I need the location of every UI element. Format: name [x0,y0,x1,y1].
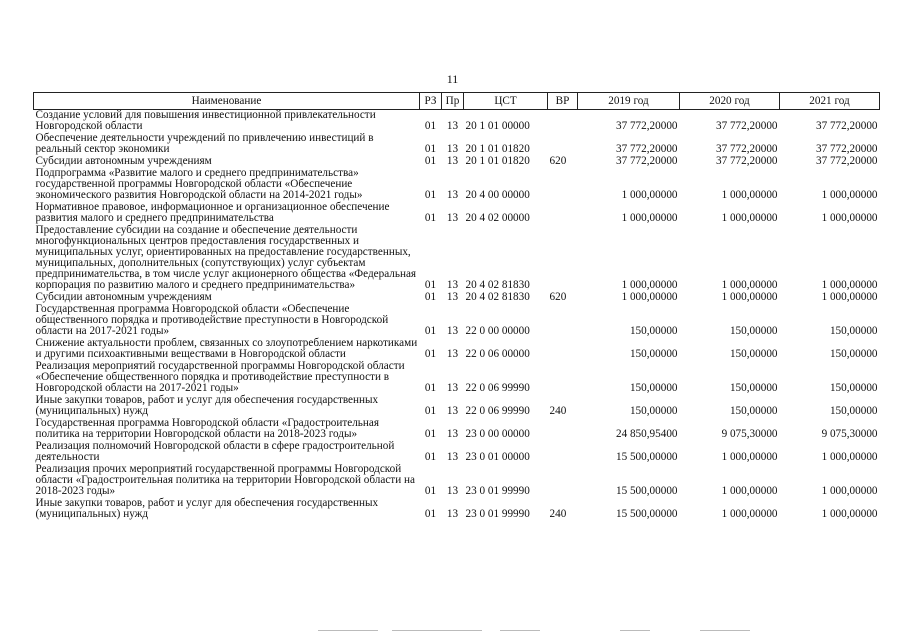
cell-y2019: 24 850,95400 [615,428,678,440]
cell-pr: 13 [446,348,459,360]
table-row [34,338,880,361]
header-2021: 2021 год [780,93,880,110]
cell-name: Реализация полномочий Новгородской области в сфере градостроительной деятельности [35,440,395,463]
cell-y2019: 37 772,20000 [615,120,678,132]
table-row [34,225,880,292]
cell-name: Реализация мероприятий государственной программы Новгородской области «Обеспечение общественного порядка и противодействие преступности в Новгородской области на 2017-2021 годы» [35,360,405,394]
cell-y2019: 1 000,00000 [621,279,678,291]
cell-y2021: 1 000,00000 [821,189,878,201]
cell-y2019: 150,00000 [629,348,678,360]
cell-y2020: 37 772,20000 [715,155,778,167]
cell-y2021: 1 000,00000 [821,279,878,291]
cell-name: Иные закупки товаров, работ и услуг для обеспечения государственных (муниципальных) нужд [35,394,379,417]
cell-y2020: 150,00000 [729,325,778,337]
table-row [34,498,880,521]
table-row [34,202,880,225]
cell-rz: 01 [424,291,437,303]
table-header-row [34,93,880,110]
cell-cst: 23 0 01 99990 [465,508,530,520]
cell-vr [548,168,578,202]
cell-rz: 01 [424,325,437,337]
cell-cst: 20 4 02 81830 [465,279,530,291]
cell-cst: 22 0 00 00000 [465,325,530,337]
cell-name: Государственная программа Новгородской области «Обеспечение общественного порядка и противодействие преступности в Новгородской области на 2017-2021 годы» [35,303,389,337]
cell-cst: 23 0 00 00000 [465,428,530,440]
cell-y2020: 37 772,20000 [715,143,778,155]
cell-y2021: 1 000,00000 [821,485,878,497]
cell-y2020: 1 000,00000 [721,212,778,224]
cell-y2020: 1 000,00000 [721,189,778,201]
cell-pr: 13 [446,155,459,167]
cell-cst: 22 0 06 00000 [465,348,530,360]
cell-y2021: 9 075,30000 [821,428,878,440]
cell-vr [548,225,578,292]
table-row [34,110,880,134]
cell-pr: 13 [446,382,459,394]
cell-name: Снижение актуальности проблем, связанных со злоупотреблением наркотиками и другими психоактивными веществами в Новгородской области [35,337,418,360]
header-2020: 2020 год [680,93,780,110]
cell-name: Создание условий для повышения инвестиционной привлекательности Новгородской области [35,109,376,132]
table-row [34,168,880,202]
scan-artifact-line [0,630,905,632]
cell-y2019: 37 772,20000 [615,155,678,167]
table-body [34,110,880,522]
cell-y2019: 150,00000 [629,325,678,337]
cell-y2020: 1 000,00000 [721,508,778,520]
cell-y2020: 1 000,00000 [721,485,778,497]
cell-vr: 240 [549,405,567,417]
cell-pr: 13 [446,485,459,497]
cell-pr: 13 [446,143,459,155]
cell-y2019: 1 000,00000 [621,291,678,303]
cell-vr [548,361,578,395]
cell-y2020: 1 000,00000 [721,451,778,463]
cell-y2021: 37 772,20000 [815,143,878,155]
cell-cst: 20 4 02 81830 [465,291,530,303]
cell-rz: 01 [424,451,437,463]
cell-cst: 20 4 00 00000 [465,189,530,201]
cell-vr [548,441,578,464]
cell-y2021: 37 772,20000 [815,155,878,167]
cell-y2020: 1 000,00000 [721,291,778,303]
cell-name: Государственная программа Новгородской области «Градостроительная политика на территории Новгородской области на 2018-2023 годы» [35,417,380,440]
page-number: 11 [446,72,459,86]
cell-y2019: 15 500,00000 [615,485,678,497]
header-cst: ЦСТ [464,93,548,110]
cell-y2019: 37 772,20000 [615,143,678,155]
cell-y2021: 1 000,00000 [821,212,878,224]
cell-vr [548,110,578,134]
header-name: Наименование [34,93,420,110]
cell-y2021: 150,00000 [829,348,878,360]
cell-vr [548,464,578,498]
cell-cst: 20 1 01 01820 [465,143,530,155]
cell-rz: 01 [424,428,437,440]
cell-cst: 20 1 01 01820 [465,155,530,167]
cell-rz: 01 [424,155,437,167]
cell-y2020: 37 772,20000 [715,120,778,132]
cell-name: Субсидии автономным учреждениям [35,155,212,167]
cell-cst: 20 4 02 00000 [465,212,530,224]
cell-y2019: 1 000,00000 [621,212,678,224]
table-row [34,304,880,338]
cell-rz: 01 [424,143,437,155]
cell-y2020: 150,00000 [729,348,778,360]
cell-rz: 01 [424,508,437,520]
cell-pr: 13 [446,291,459,303]
cell-rz: 01 [424,405,437,417]
cell-rz: 01 [424,279,437,291]
cell-rz: 01 [424,212,437,224]
cell-vr [548,418,578,441]
cell-vr: 620 [549,291,567,303]
cell-y2020: 9 075,30000 [721,428,778,440]
cell-pr: 13 [446,279,459,291]
cell-vr [548,338,578,361]
table-row [34,133,880,156]
header-vr: ВР [548,93,578,110]
cell-rz: 01 [424,382,437,394]
cell-vr: 240 [549,508,567,520]
cell-y2021: 1 000,00000 [821,291,878,303]
header-2019: 2019 год [578,93,680,110]
cell-y2019: 150,00000 [629,405,678,417]
cell-pr: 13 [446,405,459,417]
cell-pr: 13 [446,120,459,132]
cell-pr: 13 [446,325,459,337]
cell-y2021: 37 772,20000 [815,120,878,132]
cell-name: Предоставление субсидии на создание и обеспечение деятельности многофункциональных центров предоставления государственных и муниципальных услуг, ориентированных на предоставление государственных, муниципальных, дополнительных (сопутствующих) услуг субъектам предпринимательства, в том числе услуг акционерного общества «Федеральная корпорация по развитию малого и среднего предпринимательства» [35,224,417,291]
cell-y2020: 150,00000 [729,382,778,394]
table-row [34,361,880,395]
cell-y2021: 150,00000 [829,325,878,337]
cell-vr [548,304,578,338]
cell-cst: 20 1 01 00000 [465,120,530,132]
cell-vr: 620 [549,155,567,167]
cell-rz: 01 [424,189,437,201]
cell-rz: 01 [424,120,437,132]
cell-y2019: 15 500,00000 [615,451,678,463]
cell-name: Иные закупки товаров, работ и услуг для обеспечения государственных (муниципальных) нужд [35,497,379,520]
cell-y2021: 150,00000 [829,405,878,417]
cell-cst: 23 0 01 00000 [465,451,530,463]
cell-name: Субсидии автономным учреждениям [35,291,212,303]
cell-y2019: 150,00000 [629,382,678,394]
cell-y2020: 1 000,00000 [721,279,778,291]
cell-pr: 13 [446,189,459,201]
cell-name: Реализация прочих мероприятий государственной программы Новгородской области «Градостроительная политика на территории Новгородской области на 2018-2023 годы» [35,463,415,497]
cell-y2019: 1 000,00000 [621,189,678,201]
table-row [34,395,880,418]
cell-cst: 22 0 06 99990 [465,382,530,394]
cell-name: Подпрограмма «Развитие малого и среднего предпринимательства» государственной программы Новгородской области «Обеспечение экономического развития Новгородской области на 2014-2021 годы» [35,167,363,201]
cell-name: Нормативное правовое, информационное и организационное обеспечение развития малого и среднего предпринимательства [35,201,390,224]
cell-y2021: 150,00000 [829,382,878,394]
cell-y2019: 15 500,00000 [615,508,678,520]
cell-pr: 13 [446,451,459,463]
cell-vr [548,202,578,225]
cell-cst: 23 0 01 99990 [465,485,530,497]
table-row [34,418,880,441]
table-row [34,464,880,498]
budget-table [33,92,880,521]
header-pr: Пр [442,93,464,110]
cell-vr [548,133,578,156]
cell-rz: 01 [424,348,437,360]
cell-pr: 13 [446,212,459,224]
cell-rz: 01 [424,485,437,497]
header-rz: РЗ [420,93,442,110]
cell-pr: 13 [446,508,459,520]
table-row [34,441,880,464]
cell-cst: 22 0 06 99990 [465,405,530,417]
cell-pr: 13 [446,428,459,440]
cell-y2021: 1 000,00000 [821,508,878,520]
cell-y2021: 1 000,00000 [821,451,878,463]
cell-name: Обеспечение деятельности учреждений по привлечению инвестиций в реальный сектор экономики [35,132,374,155]
cell-y2020: 150,00000 [729,405,778,417]
